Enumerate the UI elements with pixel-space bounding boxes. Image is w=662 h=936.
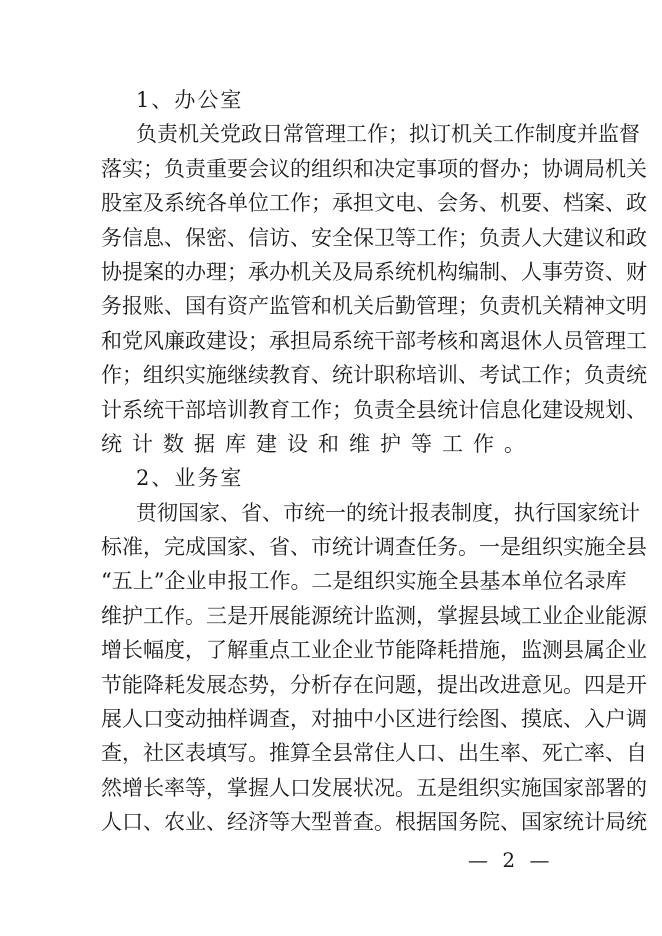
paragraph-line: 和党风廉政建设；承担局系统干部考核和离退休人员管理工: [101, 328, 647, 353]
paragraph-line: 计系统干部培训教育工作；负责全县统计信息化建设规划、: [101, 397, 647, 422]
paragraph-line: 人口、农业、经济等大型普查。根据国务院、国家统计局统: [101, 810, 647, 835]
paragraph-line: 查，社区表填写。推算全县常住人口、出生率、死亡率、自: [101, 741, 647, 766]
paragraph-line: “五上”企业申报工作。二是组织实施全县基本单位名录库: [101, 569, 627, 594]
page-number: — 2 —: [468, 848, 554, 872]
paragraph-line: 务报账、国有资产监管和机关后勤管理；负责机关精神文明: [101, 294, 647, 319]
paragraph-line: 节能降耗发展态势，分析存在问题，提出改进意见。四是开: [101, 672, 647, 697]
document-page: [101, 83, 647, 840]
paragraph-line: 展人口变动抽样调查，对抽中小区进行绘图、摸底、入户调: [101, 707, 647, 732]
paragraph-line: 然增长率等，掌握人口发展状况。五是组织实施国家部署的: [101, 775, 647, 800]
paragraph-line: 贯彻国家、省、市统一的统计报表制度，执行国家统计: [136, 500, 640, 525]
paragraph-line: 作；组织实施继续教育、统计职称培训、考试工作；负责统: [101, 363, 647, 388]
section-heading: 2、业务室: [136, 466, 244, 491]
paragraph-line: 增长幅度，了解重点工业企业节能降耗措施，监测县属企业: [101, 638, 647, 663]
paragraph-line: 协提案的办理；承办机关及局系统机构编制、人事劳资、财: [101, 259, 647, 284]
paragraph-line: 负责机关党政日常管理工作；拟订机关工作制度并监督: [136, 122, 640, 147]
paragraph-line: 标准，完成国家、省、市统计调查任务。一是组织实施全县: [101, 535, 647, 560]
paragraph-line: 股室及系统各单位工作；承担文电、会务、机要、档案、政: [101, 191, 647, 216]
paragraph-line: 务信息、保密、信访、安全保卫等工作；负责人大建议和政: [101, 225, 647, 250]
paragraph-line: 落实；负责重要会议的组织和决定事项的督办；协调局机关: [101, 156, 647, 181]
paragraph-line: 维护工作。三是开展能源统计监测，掌握县域工业企业能源: [101, 603, 647, 628]
paragraph-line: 统计数据库建设和维护等工作。: [101, 431, 535, 456]
section-heading: 1、办公室: [136, 88, 244, 112]
